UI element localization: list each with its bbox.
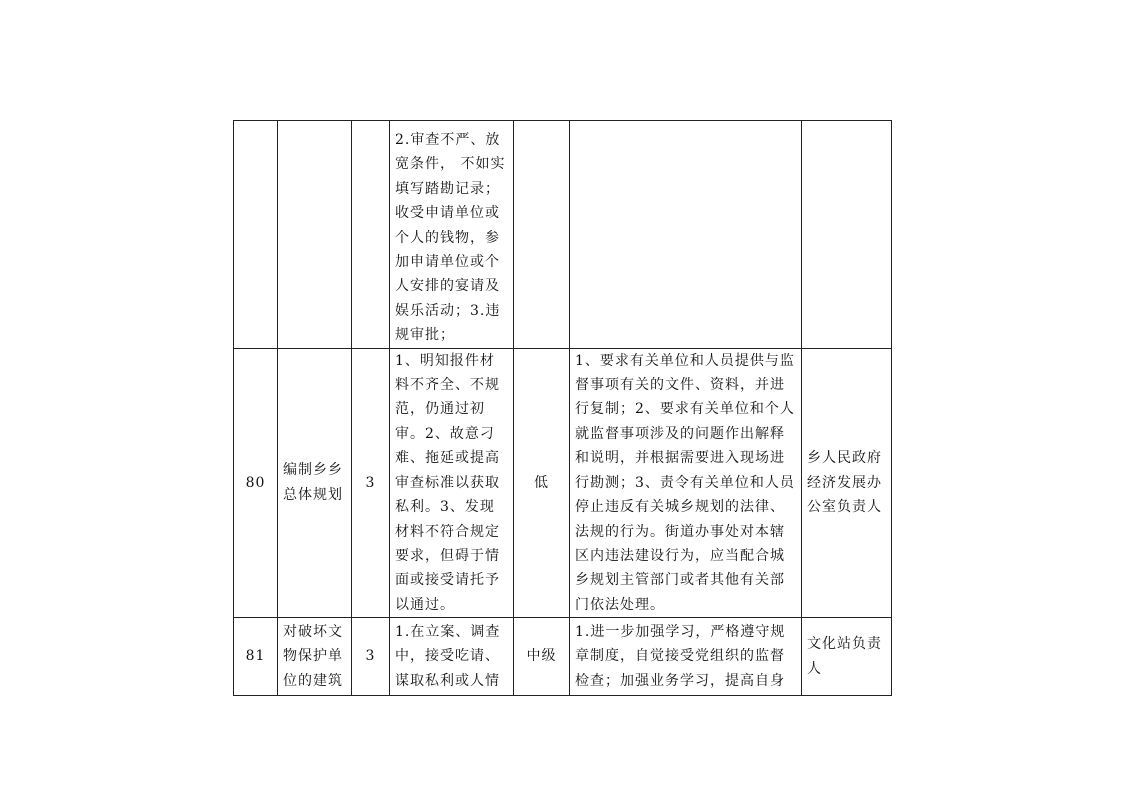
row-number-cell: 80	[234, 348, 278, 617]
responsible-cell	[802, 618, 892, 696]
risk-points-cell	[390, 618, 514, 696]
weight-cell: 3	[352, 348, 390, 617]
item-cell	[278, 121, 352, 349]
weight-cell: 3	[352, 618, 390, 696]
measures-cell	[570, 618, 802, 696]
weight-cell	[352, 121, 390, 349]
risk-level-cell: 中级	[514, 618, 570, 696]
table-row	[234, 348, 892, 617]
measures-cell	[570, 121, 802, 349]
item-cell	[278, 348, 352, 617]
risk-points-text: 1、明知报件材料不齐全、不规范，仍通过初审。2、故意刁难、拖延或提高审查标准以获取私利。3、发现材料不符合规定要求，但碍于情面或接受请托予以通过。	[395, 352, 500, 613]
measures-text: 1.进一步加强学习，严格遵守规章制度，自觉接受党组织的监督检查；加强业务学习，提高自身	[575, 624, 786, 689]
risk-level-cell	[514, 121, 570, 349]
row-number-cell: 81	[234, 618, 278, 696]
item-cell	[278, 618, 352, 696]
responsible-cell	[802, 348, 892, 617]
row-number-cell	[234, 121, 278, 349]
item-text: 对破坏文物保护单位的建筑	[283, 624, 343, 689]
risk-level-cell: 低	[514, 348, 570, 617]
responsible-text: 乡人民政府经济发展办公室负责人	[807, 450, 882, 516]
risk-points-cell	[390, 348, 514, 617]
measures-text: 1、要求有关单位和人员提供与监督事项有关的文件、资料，并进行复制；2、要求有关单位和个人就监督事项涉及的问题作出解释和说明，并根据需要进入现场进行勘测；3、责令有关单位和人员停止违反有关城乡规划的法律、法规的行为。街道办事处对本辖区内违法建设行为，应当配合城乡规划主管部门或者其他有关部门依法处理。	[575, 352, 795, 613]
risk-points-text: 1.在立案、调查中，接受吃请、谋取私利或人情	[395, 624, 501, 689]
item-text: 编制乡乡总体规划	[283, 462, 343, 503]
table-row	[234, 618, 892, 696]
risk-points-cell	[390, 121, 514, 349]
responsible-cell	[802, 121, 892, 349]
measures-cell	[570, 348, 802, 617]
table-row	[234, 121, 892, 349]
responsible-text: 文化站负责人	[807, 636, 882, 677]
risk-table	[233, 120, 892, 696]
risk-points-text: 2.审查不严、放宽条件， 不如实填写踏勘记录；收受申请单位或个人的钱物，参加申请单位或个人安排的宴请及娱乐活动；3.违规审批；	[395, 132, 506, 344]
